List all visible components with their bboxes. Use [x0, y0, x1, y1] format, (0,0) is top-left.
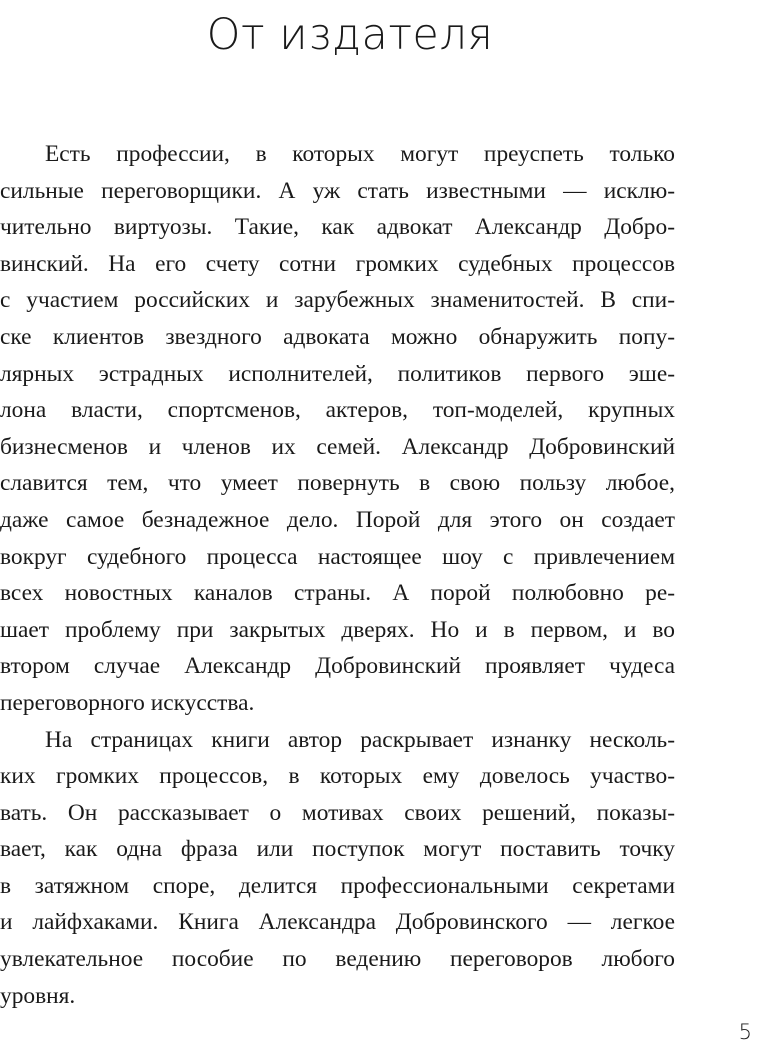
text-line: ких громких процессов, в которых ему довелось участво-: [0, 763, 675, 790]
text-line: вать. Он рассказывает о мотивах своих решений, показы-: [0, 799, 675, 826]
text-line: втором случае Александр Добровинский проявляет чудеса: [0, 653, 675, 680]
text-line: славится тем, что умеет повернуть в свою пользу любое,: [0, 470, 675, 497]
body-text: [0, 136, 675, 1014]
text-line: Есть профессии, в которых могут преуспеть только: [45, 141, 675, 167]
page-number: 5: [738, 1020, 752, 1044]
text-line: На страницах книги автор раскрывает изнанку несколь-: [45, 726, 675, 753]
text-line: и лайфхаками. Книга Александра Добровинского — легкое: [0, 909, 675, 936]
text-line: всех новостных каналов страны. А порой полюбовно ре-: [0, 580, 675, 607]
text-line: шает проблему при закрытых дверях. Но и в первом, и во: [0, 616, 675, 643]
text-line: лона власти, спортсменов, актеров, топ-моделей, крупных: [0, 397, 675, 424]
text-line: вокруг судебного процесса настоящее шоу с привлечением: [0, 543, 675, 570]
text-line: даже самое безнадежное дело. Порой для этого он создает: [0, 506, 675, 533]
text-line: с участием российских и зарубежных знаменитостей. В спи-: [0, 287, 675, 314]
text-line: чительно виртуозы. Такие, как адвокат Александр Добро-: [0, 214, 675, 241]
text-line: бизнесменов и членов их семей. Александр Добровинский: [0, 433, 675, 460]
text-line: лярных эстрадных исполнителей, политиков первого эше-: [0, 360, 675, 387]
text-line: уровня.: [0, 982, 76, 1009]
text-line: винский. На его счету сотни громких судебных процессов: [0, 250, 675, 277]
text-line: ске клиентов звездного адвоката можно обнаружить попу-: [0, 323, 675, 350]
text-line: в затяжном споре, делится профессиональными секретами: [0, 872, 675, 899]
text-line: переговорного искусства.: [0, 689, 255, 716]
text-line: вает, как одна фраза или поступок могут поставить точку: [0, 836, 675, 863]
text-line: увлекательное пособие по ведению переговоров любого: [0, 946, 675, 973]
page-title: От издателя: [206, 10, 494, 60]
text-line: сильные переговорщики. А уж стать известными — исклю-: [0, 177, 675, 204]
